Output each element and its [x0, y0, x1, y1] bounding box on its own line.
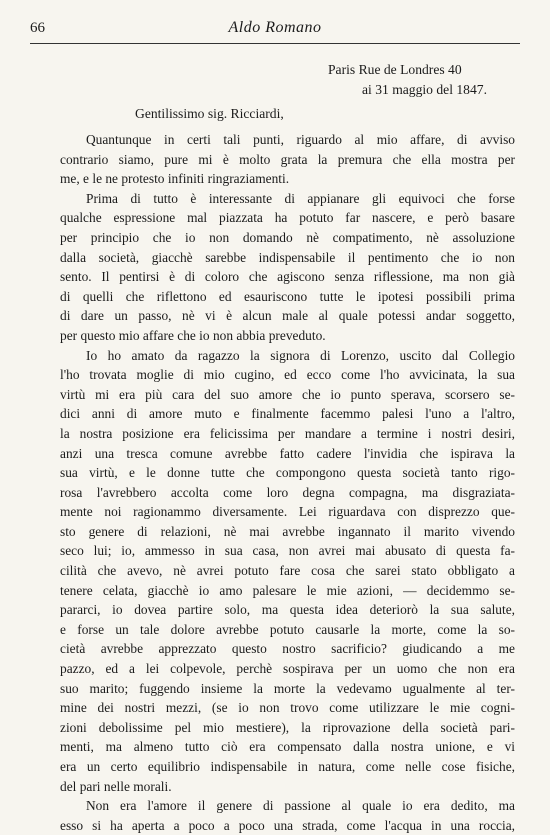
text-line: l'ho trovata moglie di mio cugino, ed ecco come l'ho avvicinata, la sua [60, 367, 515, 383]
text-line: pazzo, ed a lei colpevole, perchè sospirava per un uomo che non era [60, 661, 515, 677]
running-title: Aldo Romano [228, 19, 322, 36]
paragraph [60, 346, 515, 797]
letter-date: ai 31 maggio del 1847. [362, 82, 487, 97]
letter-place: Paris Rue de Londres 40 [328, 62, 462, 77]
letter-body [60, 130, 515, 835]
text-line: tenere celata, giacchè io amo palesare le mie azioni, — decidemmo se- [60, 582, 515, 598]
letter-salutation: Gentilissimo sig. Ricciardi, [135, 106, 284, 121]
paragraph [60, 130, 515, 189]
text-line: per questo mio affare che io non abbia preveduto. [60, 327, 326, 343]
text-line: Io ho amato da ragazzo la signora di Lorenzo, uscito dal Collegio [86, 347, 515, 363]
page-number: 66 [30, 20, 45, 36]
text-line: la nostra posizione era felicissima per mandare a termine i nostri desiri, [60, 425, 515, 441]
text-line: cilità che avevo, nè avrei potuto fare cosa che sarei stato obbligato a [60, 563, 515, 579]
text-line: contrario siamo, pure mi è molto grata la premura che ella mostra per [60, 151, 515, 167]
text-line: sento. Il pentirsi è di coloro che agiscono senza riflessione, ma non già [60, 269, 515, 285]
text-line: dici anni di amore muto e finalmente facemmo palesi l'uno a l'altro, [60, 406, 515, 422]
text-line: e forse un tale dolore avrebbe potuto causarle la morte, come la so- [60, 621, 515, 637]
text-line: mine dei nostri mezzi, (se io non trovo come utilizzare le mie cogni- [60, 700, 515, 716]
text-line: menti, ma almeno tutto ciò era compensato dalla nostra unione, e vi [60, 739, 515, 755]
text-line: suo marito; fuggendo insieme la morte la vedevamo ugualmente al ter- [60, 680, 515, 696]
text-line: Quantunque in certi tali punti, riguardo al mio affare, di avviso [86, 132, 515, 147]
letter-dateline [328, 60, 528, 100]
text-line: era un certo equilibrio indispensabile in natura, come nelle cose fisiche, [60, 759, 515, 774]
page-header [30, 18, 520, 42]
paragraph [60, 796, 515, 835]
text-line: rosa l'avrebbero accolta come loro degna compagna, ma disgraziata- [60, 484, 515, 500]
text-line: per principio che io non domando nè compatimento, nè assoluzione [60, 229, 515, 245]
text-line: di quelli che riflettono ed esauriscono tutte le ipotesi possibili prima [60, 288, 515, 304]
text-line: sua virtù, e le donne tutte che compongono questa società tanto rigo- [60, 465, 515, 481]
header-rule [30, 43, 520, 44]
text-line: sto genere di relazioni, nè mai avrebbe ingannato il marito vivendo [60, 523, 515, 539]
text-line: mente noi ragionammo diversamente. Lei riguardava con disprezzo que- [60, 504, 515, 520]
text-line: dalla società, giacchè sarebbe indispensabile il pentimento che io non [60, 249, 515, 265]
text-line: qualche espressione mal piazzata ha potuto far nascere, e però basare [60, 210, 515, 226]
text-line: esso si ha aperta a poco a poco una strada, come l'acqua in una roccia, [60, 817, 515, 833]
text-line: virtù mi era più cara del suo amore che io punto sperava, scorsero se- [60, 386, 515, 402]
text-line: Prima di tutto è interessante di appianare gli equivoci che forse [86, 190, 515, 206]
text-line: di dare un passo, nè vi è alcun male al quale potessi andar soggetto, [60, 308, 515, 324]
text-line: anzi una tresca comune avrebbe fatto cadere l'invidia che ispirava la [60, 445, 515, 461]
paragraph [60, 189, 515, 346]
text-line: zioni debolissime pel mio mestiere), la riprovazione della società pari- [60, 719, 515, 735]
text-line: cietà avrebbe apprezzato questo nostro sacrificio? giudicando a me [60, 641, 515, 657]
text-line: pararci, io dovea partire solo, ma questa idea deteriorò la sua salute, [60, 602, 515, 618]
text-line: Non era l'amore il genere di passione al quale io era dedito, ma [86, 798, 515, 814]
text-line: me, e le ne protesto infiniti ringraziamenti. [60, 171, 290, 187]
text-line: seco lui; io, ammesso in sua casa, non avrei mai abusato di questa fa- [60, 543, 515, 559]
text-line: del pari nelle morali. [60, 778, 172, 794]
